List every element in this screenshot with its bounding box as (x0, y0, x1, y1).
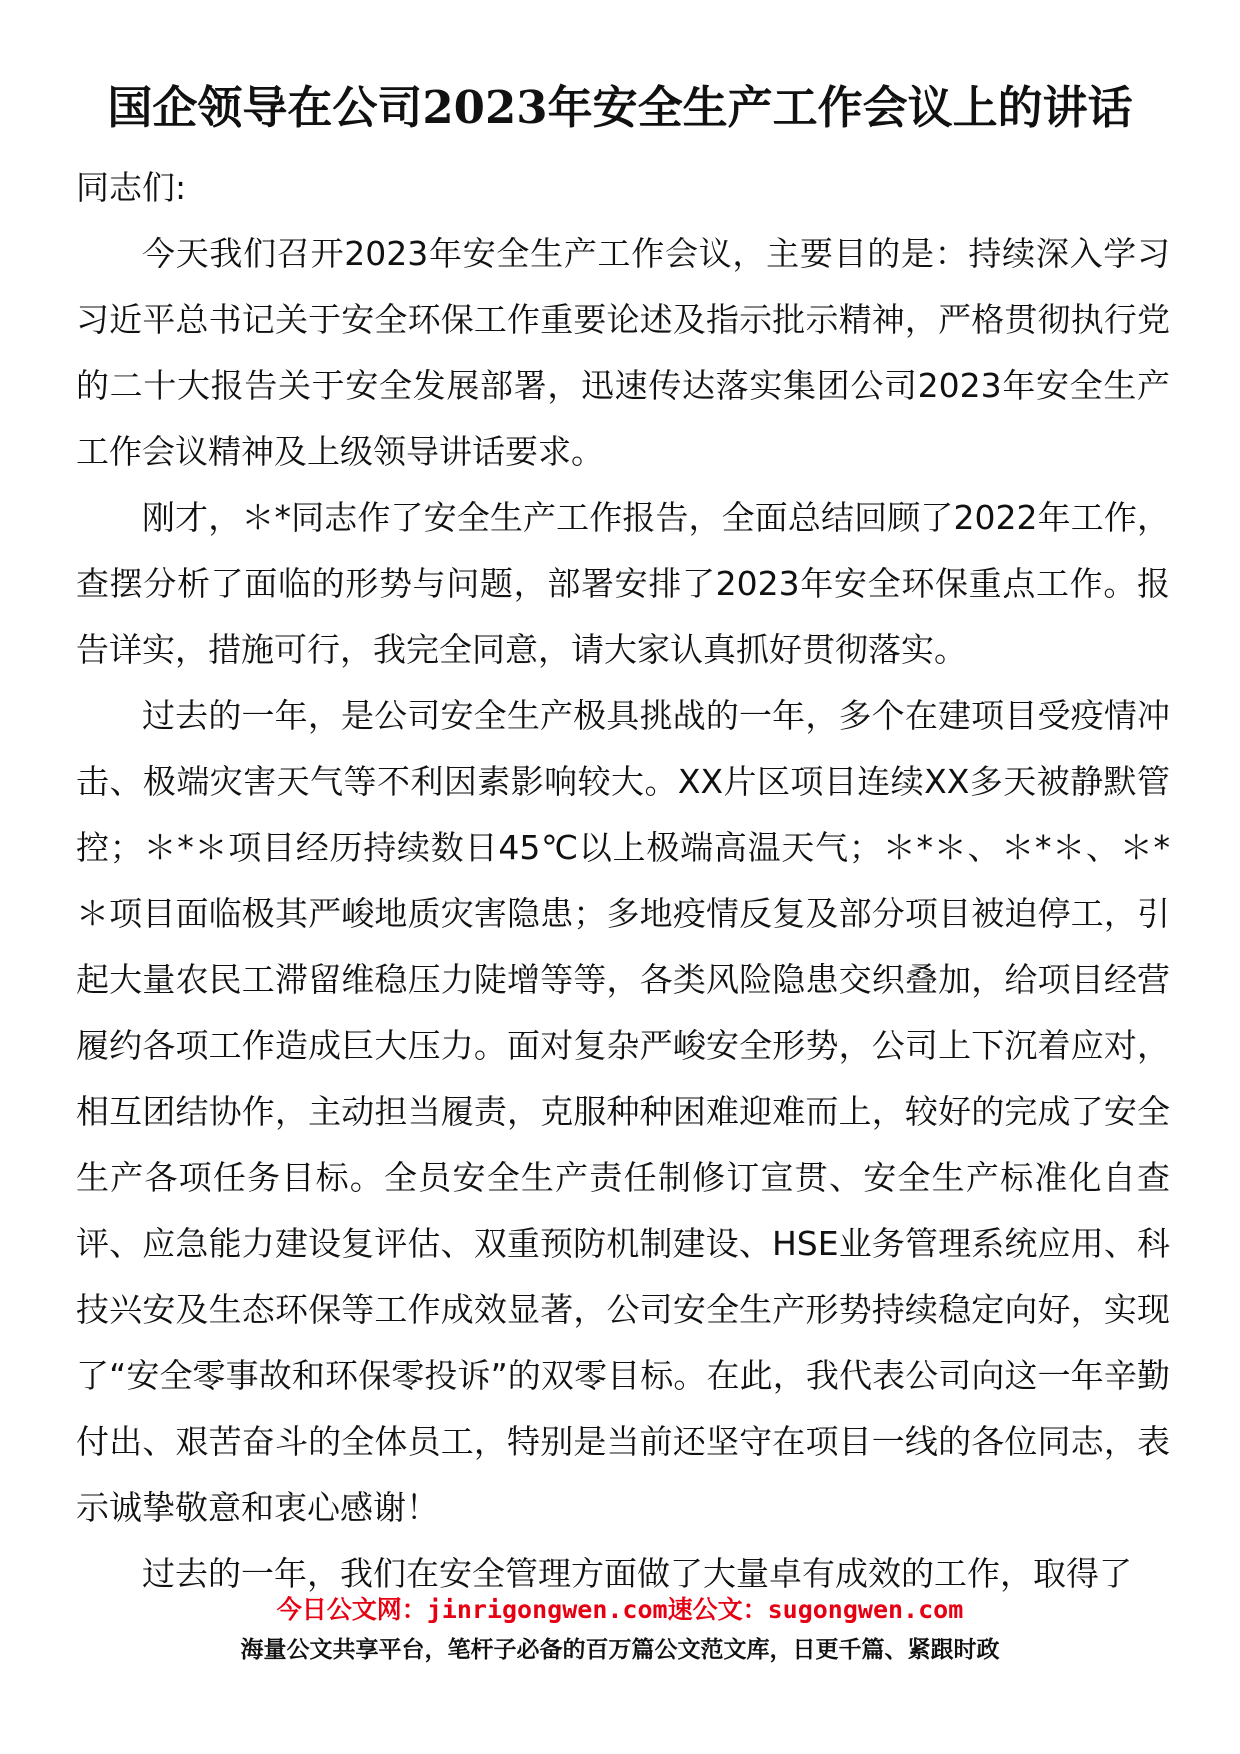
site2-url[interactable]: sugongwen.com (767, 1595, 964, 1624)
watermark-footer (0, 1592, 1240, 1670)
paragraph: 过去的一年，是公司安全生产极具挑战的一年，多个在建项目受疫情冲击、极端灾害天气等不利因素影响较大。XX片区项目连续XX多天被静默管控；＊*＊项目经历持续数日45℃以上极端高温天气；＊*＊、＊*＊、＊*＊项目面临极其严峻地质灾害隐患；多地疫情反复及部分项目被迫停工，引起大量农民工滞留维稳压力陡增等等，各类风险隐患交织叠加，给项目经营履约各项工作造成巨大压力。面对复杂严峻安全形势，公司上下沉着应对，相互团结协作，主动担当履责，克服种种困难迎难而上，较好的完成了安全生产各项任务目标。全员安全生产责任制修订宣贯、安全生产标准化自查评、应急能力建设复评估、双重预防机制建设、HSE业务管理系统应用、科技兴安及生态环保等工作成效显著，公司安全生产形势持续稳定向好，实现了“安全零事故和环保零投诉”的双零目标。在此，我代表公司向这一年辛勤付出、艰苦奋斗的全体员工，特别是当前还坚守在项目一线的各位同志，表示诚挚敬意和衷心感谢！ (76, 696, 1170, 1527)
site1-url[interactable]: jinrigongwen.com (426, 1595, 668, 1624)
paragraph: 今天我们召开2023年安全生产工作会议，主要目的是：持续深入学习习近平总书记关于安全环保工作重要论述及指示批示精神，严格贯彻执行党的二十大报告关于安全发展部署，迅速传达落实集团公司2023年安全生产工作会议精神及上级领导讲话要求。 (76, 234, 1170, 471)
document-body (76, 155, 1170, 1607)
document-title: 国企领导在公司2023年安全生产工作会议上的讲话 (107, 81, 1133, 134)
site1-name: 今日公文网： (276, 1595, 427, 1624)
site2-name: 速公文： (667, 1595, 768, 1624)
paragraph: 过去的一年，我们在安全管理方面做了大量卓有成效的工作，取得了 (142, 1554, 1132, 1593)
footer-sites (0, 1592, 1240, 1628)
salutation: 同志们: (76, 168, 187, 207)
footer-tagline: 海量公文共享平台，笔杆子必备的百万篇公文范文库，日更千篇、紧跟时政 (240, 1637, 1000, 1663)
paragraph: 刚才，＊*同志作了安全生产工作报告，全面总结回顾了2022年工作，查摆分析了面临的形势与问题，部署安排了2023年安全环保重点工作。报告详实，措施可行，我完全同意，请大家认真抓好贯彻落实。 (76, 498, 1170, 669)
